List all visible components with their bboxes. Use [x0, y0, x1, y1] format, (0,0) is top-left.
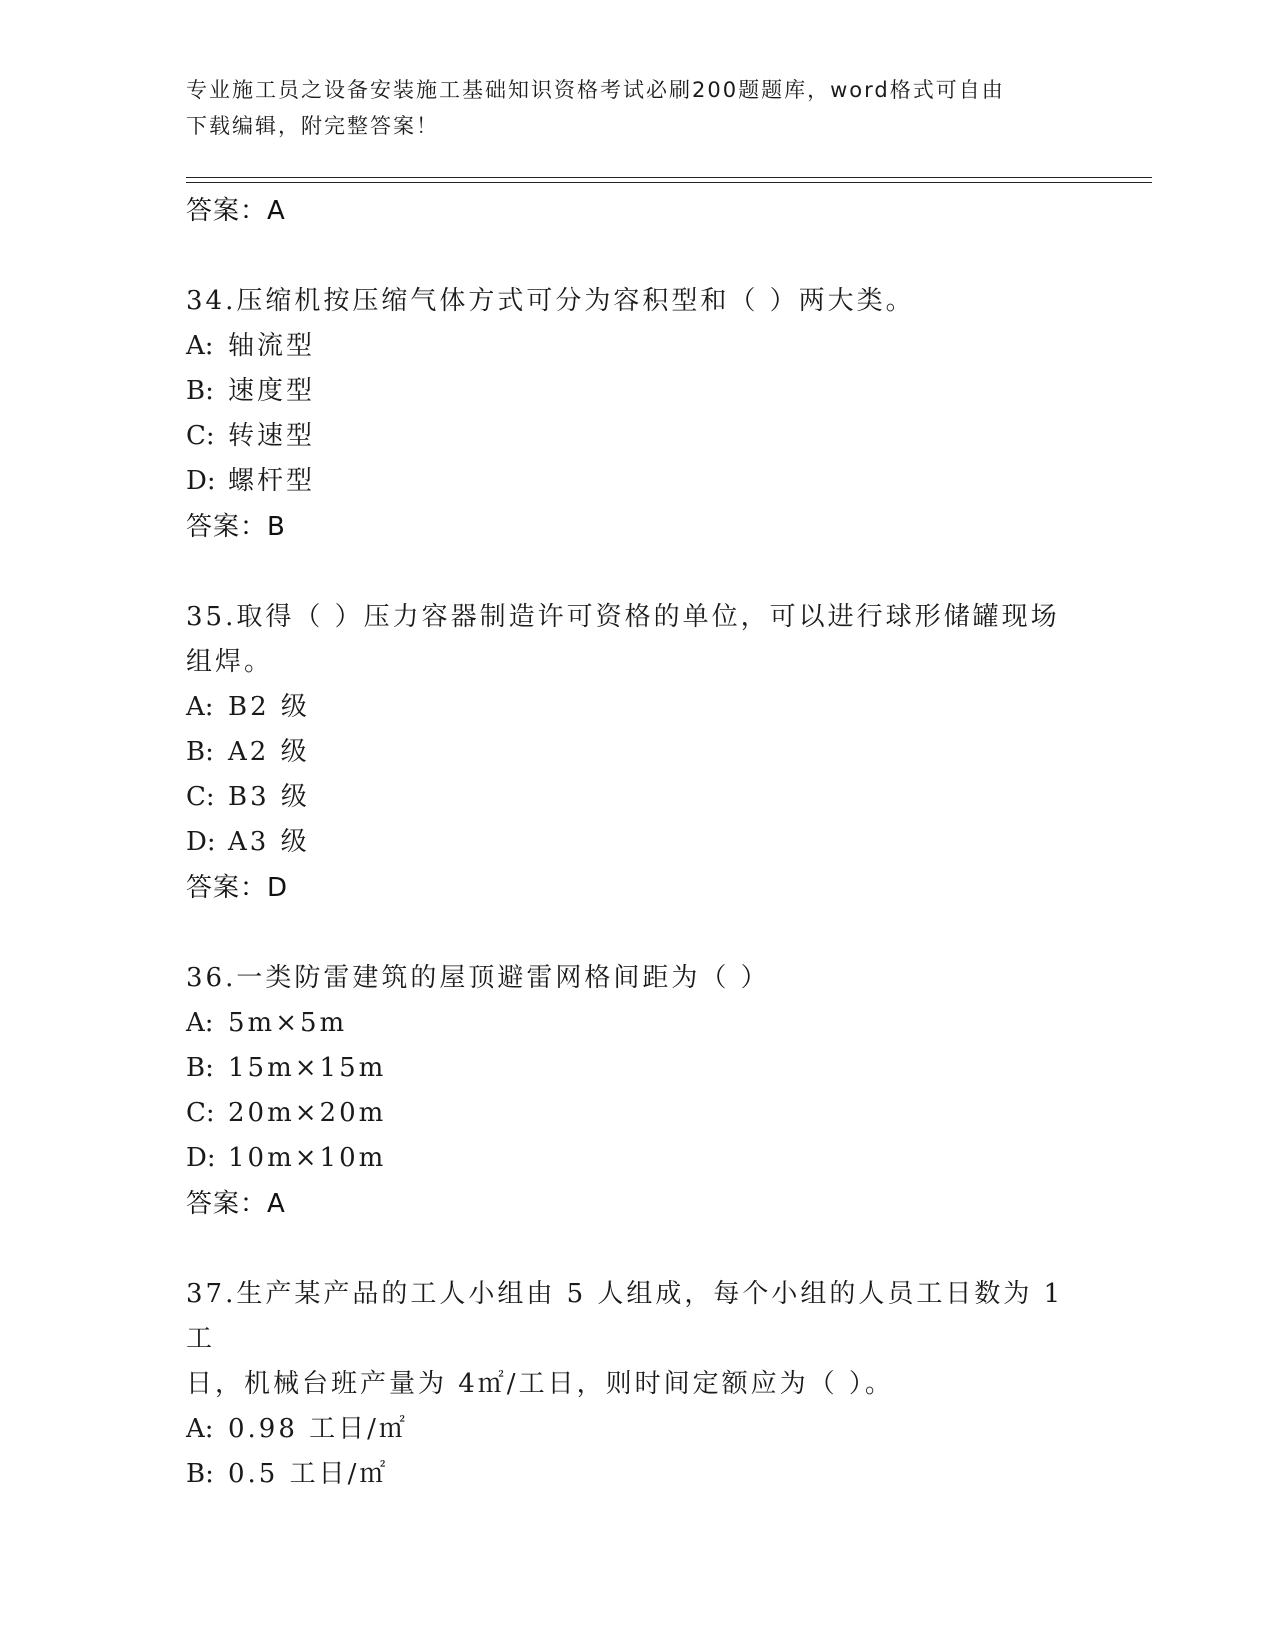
question-list: [186, 188, 1086, 1497]
option-a: A: 轴流型: [186, 331, 316, 361]
option-d: D: 10m×10m: [186, 1143, 387, 1173]
answer-line: 答案：A: [186, 1189, 286, 1219]
option-a: A: 5m×5m: [186, 1008, 348, 1038]
question-text: 36.一类防雷建筑的屋顶避雷网格间距为（ ）: [186, 963, 770, 993]
option-c: C: B3 级: [186, 782, 310, 812]
question-35: [186, 595, 1086, 911]
answer-line: 答案：B: [186, 512, 286, 542]
option-d: D: 螺杆型: [186, 466, 316, 496]
option-d: D: A3 级: [186, 827, 310, 857]
option-b: B: A2 级: [186, 737, 310, 767]
option-b: B: 0.5 工日/㎡: [186, 1459, 389, 1489]
header-rule-top: [186, 177, 1152, 178]
answer-line: 答案：D: [186, 873, 289, 903]
header-line-2: 下载编辑，附完整答案！: [186, 114, 439, 138]
document-header: [186, 72, 1066, 144]
option-c: C: 转速型: [186, 421, 316, 451]
option-b: B: 速度型: [186, 376, 316, 406]
question-text: 35.取得（ ）压力容器制造许可资格的单位，可以进行球形储罐现场: [186, 602, 1060, 632]
answer-line-q33: 答案：A: [186, 196, 286, 226]
question-text: 34.压缩机按压缩气体方式可分为容积型和（ ）两大类。: [186, 286, 915, 316]
question-text-continued: 组焊。: [186, 647, 274, 677]
question-34: [186, 279, 1086, 550]
header-line-1: 专业施工员之设备安装施工基础知识资格考试必刷200题题库，word格式可自由: [186, 78, 1005, 102]
option-b: B: 15m×15m: [186, 1053, 387, 1083]
question-37: [186, 1272, 1086, 1497]
header-rule-bottom: [186, 182, 1152, 183]
option-a: A: B2 级: [186, 692, 310, 722]
option-a: A: 0.98 工日/㎡: [186, 1414, 408, 1444]
question-36: [186, 956, 1086, 1227]
option-c: C: 20m×20m: [186, 1098, 387, 1128]
question-text-continued: 日，机械台班产量为 4㎡/工日，则时间定额应为（ ）。: [186, 1369, 894, 1399]
question-text: 37.生产某产品的工人小组由 5 人组成，每个小组的人员工日数为 1 工: [186, 1279, 1064, 1354]
